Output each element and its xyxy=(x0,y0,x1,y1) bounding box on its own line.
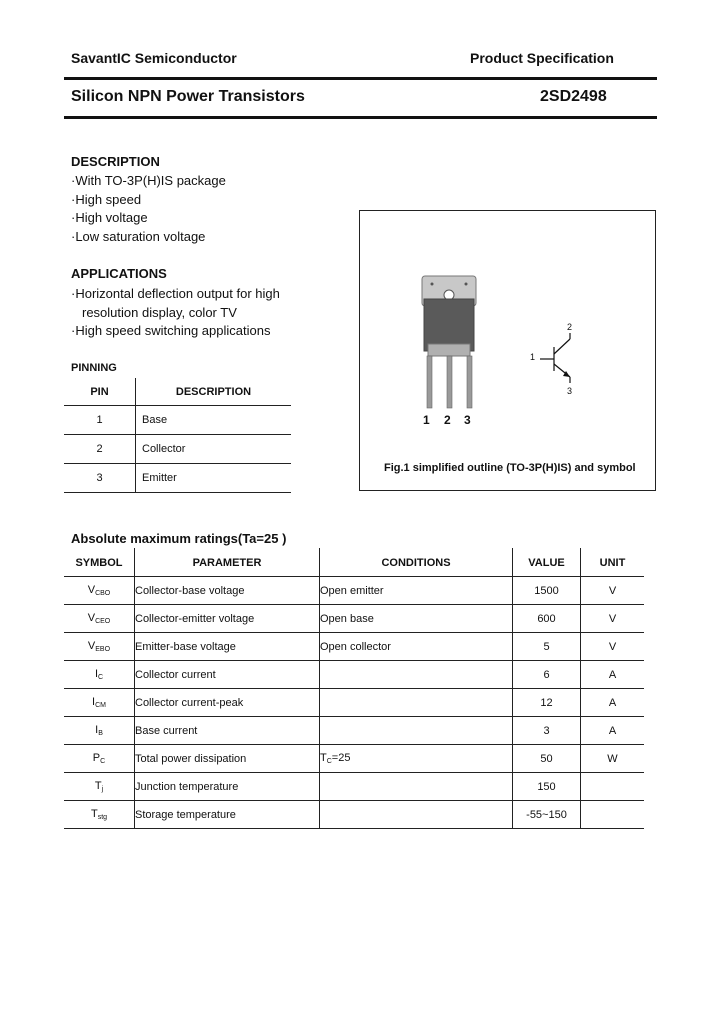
rating-unit: V xyxy=(581,605,645,633)
rating-unit: A xyxy=(581,689,645,717)
rating-symbol: $I_C$ xyxy=(64,661,135,689)
description-item: ·Low saturation voltage xyxy=(71,228,206,244)
parameter-column-header: PARAMETER xyxy=(135,549,320,577)
rating-unit: A xyxy=(581,661,645,689)
rating-value: 600 xyxy=(513,605,581,633)
rating-condition: Open collector xyxy=(320,633,513,661)
rating-parameter: Collector current-peak xyxy=(135,689,320,717)
rating-condition xyxy=(320,717,513,745)
rating-parameter: Collector-emitter voltage xyxy=(135,605,320,633)
table-row xyxy=(64,661,644,689)
rating-unit: A xyxy=(581,717,645,745)
rating-condition xyxy=(320,689,513,717)
part-number: 2SD2498 xyxy=(540,88,607,105)
table-row xyxy=(64,689,644,717)
header-rule-bottom xyxy=(64,116,657,119)
table-row xyxy=(64,406,291,435)
rating-unit xyxy=(581,773,645,801)
symbol-emitter-label: 3 xyxy=(567,386,573,396)
company-name: SavantIC Semiconductor xyxy=(71,50,237,66)
pin-description: Emitter xyxy=(142,472,177,484)
rating-value: -55~150 xyxy=(513,801,581,829)
table-row xyxy=(64,773,644,801)
rating-parameter: Junction temperature xyxy=(135,773,320,801)
rating-condition xyxy=(320,661,513,689)
rating-symbol: $V_{CBO}$ xyxy=(64,577,135,605)
lead-label-3: 3 xyxy=(464,413,471,427)
symbol-collector-label: 2 xyxy=(567,322,573,332)
lead-1 xyxy=(427,356,432,408)
symbol-column-header: SYMBOL xyxy=(64,549,135,577)
application-item: resolution display, color TV xyxy=(82,304,237,320)
ratings-table xyxy=(64,548,644,829)
rating-condition xyxy=(320,801,513,829)
description-title: DESCRIPTION xyxy=(71,154,160,169)
rating-parameter: Collector-base voltage xyxy=(135,577,320,605)
pin-number: 2 xyxy=(64,435,136,464)
unit-column-header: UNIT xyxy=(581,549,645,577)
description-item: ·With TO-3P(H)IS package xyxy=(71,173,226,188)
rating-unit: V xyxy=(581,633,645,661)
applications-title: APPLICATIONS xyxy=(71,266,167,281)
rating-condition: Open emitter xyxy=(320,577,513,605)
pinning-header-row xyxy=(64,378,291,406)
pin-number: 1 xyxy=(64,406,136,435)
table-row xyxy=(64,464,291,493)
lead-2 xyxy=(447,356,452,408)
rating-unit xyxy=(581,801,645,829)
rating-unit: V xyxy=(581,577,645,605)
applications-list xyxy=(71,285,280,341)
table-row xyxy=(64,717,644,745)
application-item: ·Horizontal deflection output for high xyxy=(71,286,280,301)
rating-symbol: $I_{CM}$ xyxy=(64,689,135,717)
rating-symbol: $V_{CEO}$ xyxy=(64,605,135,633)
rating-symbol: $P_C$ xyxy=(64,745,135,773)
description-item: ·High speed xyxy=(71,191,142,207)
rating-value: 6 xyxy=(513,661,581,689)
header-rule-top xyxy=(64,77,657,80)
rating-value: 5 xyxy=(513,633,581,661)
description-list xyxy=(71,172,226,246)
lead-label-2: 2 xyxy=(444,413,451,427)
description-item: ·High voltage xyxy=(71,210,148,226)
table-row xyxy=(64,577,644,605)
doc-type: Product Specification xyxy=(470,50,614,66)
rating-symbol: $T_j$ xyxy=(64,773,135,801)
rating-value: 1500 xyxy=(513,577,581,605)
lead-label-1: 1 xyxy=(423,413,430,427)
ratings-header-row xyxy=(64,549,644,577)
rating-value: 12 xyxy=(513,689,581,717)
rating-condition xyxy=(320,773,513,801)
conditions-column-header: CONDITIONS xyxy=(320,549,513,577)
rating-value: 50 xyxy=(513,745,581,773)
table-row xyxy=(64,633,644,661)
symbol-base-label: 1 xyxy=(530,352,536,362)
pin-description: Base xyxy=(142,414,168,426)
rating-value: 3 xyxy=(513,717,581,745)
pinning-title: PINNING xyxy=(71,362,117,374)
rating-parameter: Emitter-base voltage xyxy=(135,633,320,661)
pin-number: 3 xyxy=(64,464,136,493)
rating-unit: W xyxy=(581,745,645,773)
table-row xyxy=(64,435,291,464)
table-row xyxy=(64,801,644,829)
rating-symbol: $I_B$ xyxy=(64,717,135,745)
rating-parameter: Collector current xyxy=(135,661,320,689)
rating-parameter: Total power dissipation xyxy=(135,745,320,773)
rating-value: 150 xyxy=(513,773,581,801)
pinning-table xyxy=(64,378,291,493)
lead-3 xyxy=(467,356,472,408)
package-body xyxy=(424,299,474,351)
product-line: Silicon NPN Power Transistors xyxy=(71,88,305,105)
pin-column-header: PIN xyxy=(64,378,136,406)
table-row xyxy=(64,605,644,633)
rating-symbol: $V_{EBO}$ xyxy=(64,633,135,661)
package-outline-drawing xyxy=(360,211,657,492)
rating-parameter: Base current xyxy=(135,717,320,745)
ratings-title: Absolute maximum ratings(Ta=25 ) xyxy=(71,531,287,546)
table-row xyxy=(64,745,644,773)
description-column-header: DESCRIPTION xyxy=(175,385,252,398)
rating-symbol: $T_{stg}$ xyxy=(64,801,135,829)
figure-caption: Fig.1 simplified outline (TO-3P(H)IS) and symbol xyxy=(384,462,636,474)
rating-condition: Open base xyxy=(320,605,513,633)
pin-description: Collector xyxy=(142,443,186,455)
value-column-header: VALUE xyxy=(513,549,581,577)
figure-box xyxy=(359,210,656,491)
application-item: ·High speed switching applications xyxy=(71,323,271,339)
rating-parameter: Storage temperature xyxy=(135,801,320,829)
rating-condition: $T_C=25$ xyxy=(320,745,513,773)
